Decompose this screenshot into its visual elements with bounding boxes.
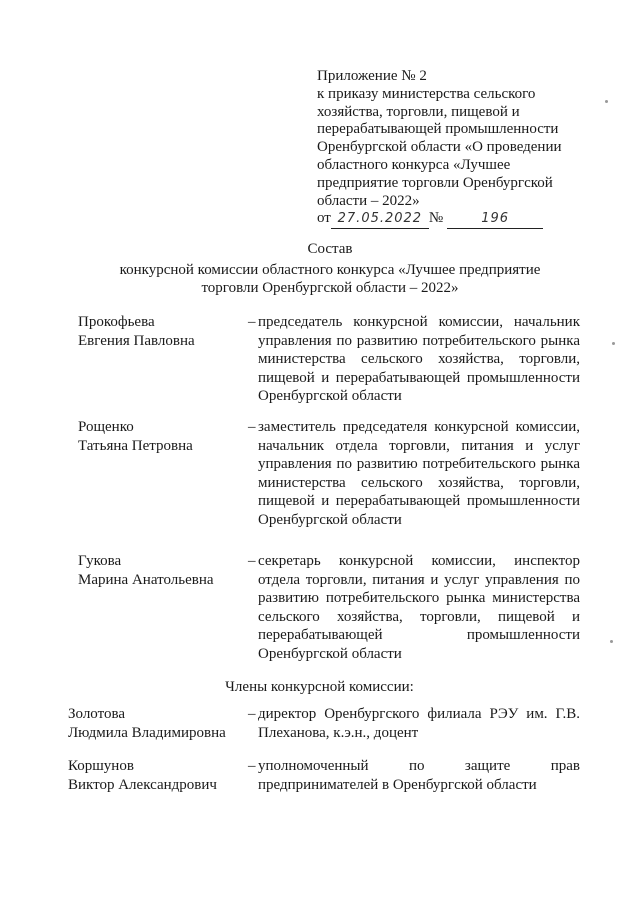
scan-speck: [605, 100, 608, 103]
handwritten-date: 27.05.2022: [331, 210, 429, 229]
scan-speck: [610, 640, 613, 643]
appendix-line: хозяйства, торговли, пищевой и: [317, 103, 520, 120]
order-date-number: [317, 210, 607, 229]
entry-dash: –: [248, 553, 256, 569]
appendix-line: области – 2022»: [317, 192, 420, 209]
appendix-line: областного конкурса «Лучшее: [317, 156, 511, 173]
document-title: [60, 240, 600, 298]
title-line: торговли Оренбургской области – 2022»: [201, 280, 459, 296]
person-role: директор Оренбургского филиала РЭУ им. Г.В. Плеханова, к.э.н., доцент: [258, 706, 580, 741]
person-surname: Прокофьева: [78, 314, 155, 330]
number-label: №: [428, 210, 444, 227]
person-surname: Рощенко: [78, 419, 134, 435]
appendix-line: Оренбургской области «О проведении: [317, 139, 562, 156]
person-surname: Гукова: [78, 553, 122, 569]
person-given-names: Евгения Павловна: [78, 333, 195, 349]
entry-dash: –: [248, 706, 256, 722]
person-role: председатель конкурсной комиссии, начальник управления по развитию потребительского рынка министерства сельского хозяйства, торговли, пищевой и перерабатывающей промышленности Оренбургской области: [258, 314, 580, 405]
from-label: от: [317, 210, 331, 227]
person-given-names: Людмила Владимировна: [68, 725, 226, 741]
title-line: конкурсной комиссии областного конкурса «Лучшее предприятие: [119, 261, 541, 278]
person-role: секретарь конкурсной комиссии, инспектор отдела торговли, питания и услуг управления по развитию потребительского рынка министерства сельского хозяйства, торговли, пищевой и перерабатывающей промышленности Оренбургской области: [258, 553, 580, 662]
person-given-names: Татьяна Петровна: [78, 438, 193, 454]
appendix-line: перерабатывающей промышленности: [317, 121, 559, 138]
title-heading: Состав: [307, 241, 353, 257]
appendix-line: Приложение № 2: [317, 68, 427, 84]
person-surname: Золотова: [68, 706, 126, 722]
person-role: заместитель председателя конкурсной комиссии, начальник отдела торговли, питания и услуг управления по развитию потребительского рынка министерства сельского хозяйства, торговли, пищевой и перерабатывающей промышленности Оренбургской области: [258, 419, 580, 528]
person-surname: Коршунов: [68, 758, 134, 774]
appendix-header: [317, 68, 607, 229]
scan-speck: [612, 342, 615, 345]
entry-dash: –: [248, 314, 256, 330]
entry-dash: –: [248, 758, 256, 774]
person-given-names: Виктор Александрович: [68, 777, 217, 793]
person-role: уполномоченный по защите прав предпринимателей в Оренбургской области: [258, 758, 580, 793]
appendix-line: предприятие торговли Оренбургской: [317, 174, 553, 191]
members-heading: Члены конкурсной комиссии:: [225, 679, 414, 695]
appendix-line: к приказу министерства сельского: [317, 85, 536, 102]
entry-dash: –: [248, 419, 256, 435]
person-given-names: Марина Анатольевна: [78, 572, 214, 588]
handwritten-number: 196: [447, 210, 543, 229]
